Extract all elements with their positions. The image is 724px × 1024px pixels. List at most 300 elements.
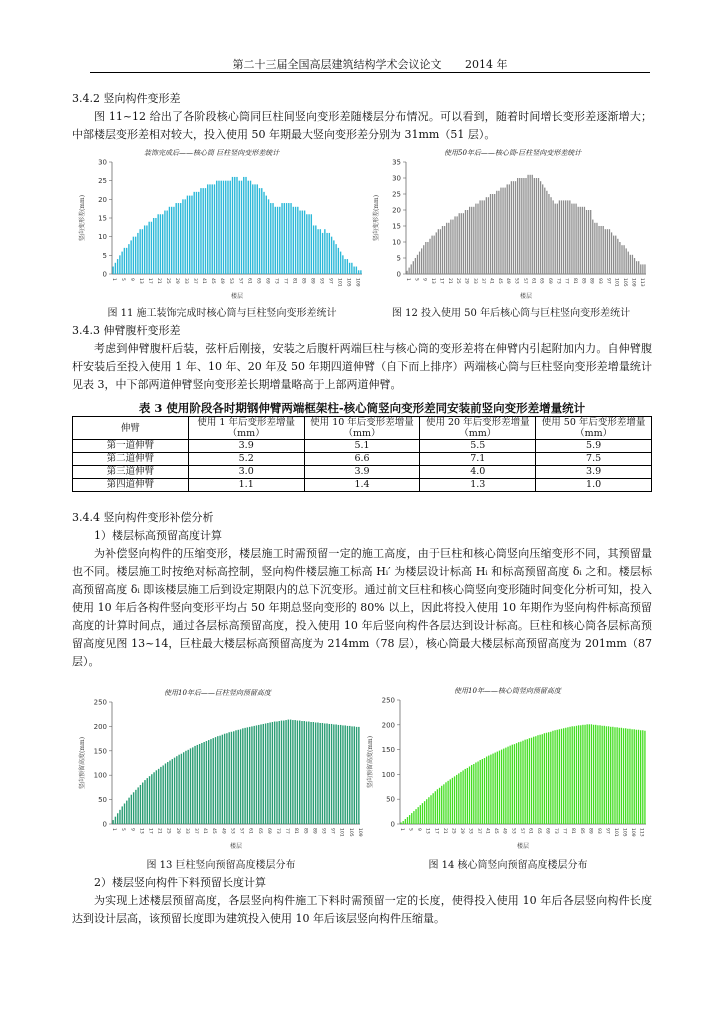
bar (423, 245, 424, 274)
x-tick-label: 45 (496, 278, 502, 284)
bar (531, 738, 532, 824)
bar (335, 724, 336, 824)
bar (171, 207, 172, 274)
bar (555, 204, 556, 274)
bar (584, 725, 585, 824)
bar (266, 196, 267, 274)
x-tick-label: 69 (544, 828, 550, 834)
bar (458, 773, 459, 824)
bar (518, 742, 519, 824)
bar (600, 226, 601, 274)
bar (640, 730, 641, 824)
bar (605, 229, 606, 274)
section-3-4-2-paragraph: 图 11~12 给出了各阶段核心筒同巨柱间竖向变形差随楼层分布情况。可以看到，随着时间增长变形差逐渐增大；中部楼层变形差相对较大，投入使用 50 年期最大竖向变形差分别为 31mm（51 层）。 (72, 110, 652, 141)
figure-12-caption: 图 12 投入使用 50 年后核心筒与巨柱竖向变形差统计 (391, 308, 631, 319)
bar (146, 225, 147, 274)
bar (492, 754, 493, 824)
y-tick-label: 0 (396, 270, 401, 279)
bar (207, 184, 208, 274)
x-tick-label: 37 (193, 828, 199, 834)
x-tick-label: 29 (174, 828, 180, 834)
x-tick-label: 5 (407, 828, 413, 831)
bar (561, 729, 562, 824)
bar (629, 729, 630, 824)
bar (471, 765, 472, 824)
bar (490, 194, 491, 274)
bar (586, 210, 587, 274)
x-tick-label: 61 (246, 278, 252, 284)
bar (196, 192, 197, 274)
bar (288, 720, 289, 824)
chart-canvas (76, 688, 366, 850)
x-tick-label: 41 (484, 828, 490, 834)
bar (432, 793, 433, 824)
bar (315, 225, 316, 274)
bar (180, 203, 181, 274)
x-tick-label: 77 (563, 278, 569, 284)
table-cell: 7.5 (536, 453, 652, 466)
x-tick-label: 21 (446, 278, 452, 284)
x-axis-label: 楼层 (229, 843, 243, 850)
bar (630, 255, 631, 274)
bar (252, 184, 253, 274)
bar (588, 210, 589, 274)
table-row (73, 440, 652, 453)
bar (608, 726, 609, 824)
bar (619, 728, 620, 824)
bar (256, 725, 257, 824)
chart-title: 装饰完成后——核心筒 巨柱竖向变形差统计 (144, 149, 280, 157)
x-tick-label: 85 (302, 828, 308, 834)
bar (248, 181, 249, 274)
bar (203, 188, 204, 274)
x-tick-label: 89 (588, 278, 594, 284)
bar (187, 196, 188, 274)
x-tick-label: 65 (538, 278, 544, 284)
bar (540, 181, 541, 274)
bar (473, 207, 474, 274)
bar (353, 267, 354, 274)
x-tick-label: 25 (165, 828, 171, 834)
bar (313, 225, 314, 274)
bar (514, 744, 515, 824)
bar (628, 252, 629, 274)
bar (326, 723, 327, 824)
y-tick-label: 150 (381, 746, 395, 755)
table-header-cell: 伸臂 (73, 417, 189, 440)
bar (610, 727, 611, 824)
bar (422, 803, 423, 824)
x-tick-label: 13 (138, 278, 144, 284)
bar (338, 248, 339, 274)
bar (415, 258, 416, 274)
bar (265, 723, 266, 824)
section-3-4-4-paragraph-1: 为补偿竖向构件的压缩变形，楼层施工时需预留一定的施工高度，由于巨柱和核心筒竖向压缩变形不同，其预留量也不同。楼层施工时按绝对标高控制，竖向构件楼层施工标高 Hᵢ′ 为楼层设计标高 Hᵢ 和标高预留高度 δᵢ 之和。楼层标高预留高度 δᵢ 即该楼层施工后到设定期限内的总下沉变形。通过前文巨柱和核心筒竖向变形随时间变化分析可知，投入使用 10 年后各构件竖向变形平均占 50 年期总竖向变形的 80% 以上，因此将投入使用 10 年期作为竖向构件标高预留高度的计算时间点，通过各层标高预留高度，投入使用 10 年后竖向构件各层达到设计标高。巨柱和核心筒各层标高预留高度见图 13~14，巨柱最大楼层标高预留高度为 214mm（78 层），核心筒最大楼层标高预留高度为 201mm（87 层）。 (72, 547, 652, 668)
table-header-cell: 使用 20 年后变形差增量（mm） (420, 417, 536, 440)
y-tick-label: 0 (102, 270, 107, 279)
x-tick-label: 109 (630, 278, 636, 287)
bar (247, 727, 248, 824)
bar (479, 200, 480, 274)
bar (567, 200, 568, 274)
bar (192, 747, 193, 824)
x-tick-label: 73 (555, 278, 561, 284)
bar (244, 728, 245, 824)
x-tick-label: 73 (274, 828, 280, 834)
bar (405, 819, 406, 824)
bar (636, 730, 637, 824)
bar (356, 267, 357, 274)
bar (525, 178, 526, 274)
header-year: 2014 年 (465, 58, 508, 71)
bar (190, 748, 191, 824)
bar (351, 263, 352, 274)
bar (621, 245, 622, 274)
bar (603, 226, 604, 274)
bar (559, 729, 560, 824)
x-tick-label: 69 (264, 278, 270, 284)
x-tick-label: 85 (580, 278, 586, 284)
bar (448, 223, 449, 274)
bar (157, 214, 158, 274)
bar (460, 772, 461, 824)
bar (612, 727, 613, 824)
bar (175, 203, 176, 274)
bar (590, 210, 591, 274)
y-tick-label: 30 (392, 174, 401, 183)
bar (421, 248, 422, 274)
bar (144, 780, 145, 824)
bar (133, 792, 134, 824)
x-tick-label: 37 (476, 828, 482, 834)
bar (310, 722, 311, 824)
bar (162, 765, 163, 824)
x-tick-label: 49 (505, 278, 511, 284)
chart-canvas (370, 148, 652, 300)
bar (226, 733, 227, 824)
table-header-cell: 使用 10 年后变形差增量（mm） (304, 417, 420, 440)
bar (601, 726, 602, 824)
x-tick-label: 97 (327, 278, 333, 284)
bar (625, 728, 626, 824)
x-tick-label: 69 (546, 278, 552, 284)
bar (452, 220, 453, 274)
bar (507, 747, 508, 824)
bar (115, 817, 116, 824)
bar (469, 207, 470, 274)
bar (299, 721, 300, 824)
bar (354, 726, 355, 824)
bar (447, 781, 448, 824)
figure-13-chart (76, 688, 366, 850)
bar (173, 207, 174, 274)
bar (420, 805, 421, 824)
y-tick-label: 25 (98, 177, 107, 186)
bar (521, 178, 522, 274)
bar (349, 263, 350, 274)
bar (149, 776, 150, 824)
bar (557, 204, 558, 274)
bar (200, 188, 201, 274)
bar (644, 731, 645, 824)
x-tick-label: 17 (433, 828, 439, 834)
bar (189, 196, 190, 274)
bar (580, 207, 581, 274)
bar (117, 259, 118, 274)
bar (124, 248, 125, 274)
bar (259, 188, 260, 274)
x-tick-label: 81 (293, 828, 299, 834)
bar (439, 788, 440, 824)
bar (267, 723, 268, 824)
bar (584, 207, 585, 274)
bar (500, 188, 501, 274)
x-tick-label: 33 (471, 278, 477, 284)
bar (349, 726, 350, 824)
bar (467, 210, 468, 274)
y-tick-label: 20 (392, 206, 401, 215)
bar (199, 744, 200, 824)
y-tick-label: 25 (392, 190, 401, 199)
bar (277, 207, 278, 274)
bar (147, 778, 148, 824)
bar (501, 750, 502, 824)
bar (619, 242, 620, 274)
bar (454, 776, 455, 824)
x-tick-label: 9 (129, 828, 135, 831)
bar (634, 258, 635, 274)
bar (403, 821, 404, 824)
bar (642, 730, 643, 824)
bar (563, 728, 564, 824)
bar (344, 259, 345, 274)
bar (425, 242, 426, 274)
bar (499, 751, 500, 824)
bar (302, 211, 303, 274)
bar (230, 181, 231, 274)
bar (131, 795, 132, 824)
table-cell: 4.0 (420, 466, 536, 479)
bar (418, 807, 419, 824)
bar (166, 211, 167, 274)
y-tick-label: 200 (381, 721, 395, 730)
bar (503, 749, 504, 824)
bar (215, 737, 216, 824)
bar (133, 237, 134, 274)
x-tick-label: 53 (229, 828, 235, 834)
bar (194, 192, 195, 274)
bar (253, 726, 254, 824)
x-tick-label: 57 (521, 278, 527, 284)
bar (261, 188, 262, 274)
bar (430, 795, 431, 824)
bar (554, 730, 555, 824)
bar (290, 720, 291, 824)
bar (329, 233, 330, 274)
bar (274, 722, 275, 824)
bar (573, 204, 574, 274)
x-tick-label: 37 (480, 278, 486, 284)
bar (326, 233, 327, 274)
bar (537, 735, 538, 824)
bar (638, 730, 639, 824)
bar (527, 739, 528, 824)
bar (615, 236, 616, 274)
bar (126, 248, 127, 274)
bar (511, 181, 512, 274)
bar (231, 732, 232, 824)
bar (347, 726, 348, 824)
x-tick-label: 93 (318, 278, 324, 284)
y-tick-label: 50 (98, 796, 107, 805)
bar (598, 226, 599, 274)
bar (606, 726, 607, 824)
bar (512, 745, 513, 824)
bar (627, 729, 628, 824)
bar (477, 762, 478, 824)
bar (144, 225, 145, 274)
bar (492, 194, 493, 274)
bar (475, 204, 476, 274)
bar (347, 259, 348, 274)
x-tick-label: 29 (174, 278, 180, 284)
bar (542, 734, 543, 824)
bar (565, 728, 566, 824)
x-tick-label: 57 (237, 278, 243, 284)
bar (471, 207, 472, 274)
bar (552, 731, 553, 824)
table-cell: 3.0 (188, 466, 304, 479)
table-cell: 第三道伸臂 (73, 466, 189, 479)
bar (225, 181, 226, 274)
subsection-1-title: 1）楼层标高预留高度计算 (94, 529, 222, 542)
bar (572, 726, 573, 824)
y-axis-label: 竖向变形差(mm) (373, 194, 380, 242)
bar (407, 817, 408, 824)
table-cell: 1.3 (420, 479, 536, 492)
bar (322, 233, 323, 274)
bar (198, 192, 199, 274)
x-axis-label: 楼层 (230, 293, 244, 300)
bar (151, 774, 152, 824)
section-3-4-3-title: 3.4.3 伸臂腹杆变形差 (72, 324, 181, 337)
figure-11-chart (76, 148, 368, 300)
x-tick-label: 65 (256, 828, 262, 834)
bar (160, 214, 161, 274)
x-tick-label: 9 (416, 828, 422, 831)
y-tick-label: 30 (98, 158, 107, 167)
x-tick-label: 77 (561, 828, 567, 834)
bar (413, 811, 414, 824)
bar (210, 739, 211, 824)
table-cell: 7.1 (420, 453, 536, 466)
bar (411, 813, 412, 824)
bar (331, 724, 332, 824)
bar (561, 200, 562, 274)
bar (516, 743, 517, 824)
x-tick-label: 49 (220, 828, 226, 834)
bar (477, 204, 478, 274)
bar (178, 755, 179, 824)
bar (486, 757, 487, 824)
x-tick-label: 53 (513, 278, 519, 284)
y-tick-label: 15 (98, 214, 107, 223)
y-tick-label: 5 (396, 254, 401, 263)
x-tick-label: 17 (147, 828, 153, 834)
x-tick-label: 21 (441, 828, 447, 834)
x-tick-label: 49 (501, 828, 507, 834)
bar (640, 264, 641, 274)
x-tick-label: 65 (535, 828, 541, 834)
bar (426, 799, 427, 824)
bar (208, 740, 209, 824)
bar (153, 218, 154, 274)
bar (524, 740, 525, 824)
bar (444, 226, 445, 274)
bar (212, 184, 213, 274)
bar (443, 784, 444, 824)
section-3-4-2-title: 3.4.2 竖向构件变形差 (72, 92, 181, 105)
bar (272, 203, 273, 274)
bar (263, 724, 264, 824)
table-cell: 6.6 (304, 453, 420, 466)
bar (236, 177, 237, 274)
bar (535, 736, 536, 824)
x-axis-label: 楼层 (519, 293, 533, 300)
chart-canvas (364, 686, 652, 850)
bar (532, 175, 533, 274)
bar (304, 211, 305, 274)
bar (559, 200, 560, 274)
bar (484, 200, 485, 274)
x-tick-label: 45 (493, 828, 499, 834)
bar (536, 178, 537, 274)
x-tick-label: 33 (467, 828, 473, 834)
x-tick-label: 33 (183, 278, 189, 284)
figure-12-chart (370, 148, 652, 300)
table-cell: 第二道伸臂 (73, 453, 189, 466)
bar (206, 741, 207, 824)
bar (142, 229, 143, 274)
bar (249, 727, 250, 824)
bar (435, 791, 436, 824)
bar (607, 229, 608, 274)
bar (530, 175, 531, 274)
bar (496, 191, 497, 274)
y-axis-label: 竖向预留高度(mm) (79, 736, 86, 790)
bar (182, 199, 183, 274)
table-cell: 5.2 (188, 453, 304, 466)
bar (529, 738, 530, 824)
bar (480, 760, 481, 824)
x-tick-label: 113 (638, 828, 644, 837)
y-tick-label: 20 (98, 195, 107, 204)
bar (324, 723, 325, 824)
y-axis-label: 竖向预留高度(mm) (367, 735, 374, 789)
bar (593, 725, 594, 824)
bar (340, 725, 341, 824)
x-tick-label: 81 (572, 278, 577, 284)
x-tick-label: 25 (455, 278, 461, 284)
bar (548, 194, 549, 274)
bar (299, 211, 300, 274)
bar (317, 722, 318, 824)
x-tick-label: 17 (438, 278, 444, 284)
bar (513, 181, 514, 274)
bar (185, 199, 186, 274)
section-3-4-3-paragraph: 考虑到伸臂腹杆后装，弦杆后刚接，安装之后腹杆两端巨柱与核心筒的变形差将在伸臂内引起附加内力。自伸臂腹杆安装后至投入使用 1 年、10 年、20 年及 50 年期四道伸臂（自下而上排序）两端核心筒与巨柱竖向变形差增量统计见表 3，中下部两道伸臂竖向变形差长期增量略高于上部两道伸臂。 (72, 342, 652, 391)
bar (342, 725, 343, 824)
